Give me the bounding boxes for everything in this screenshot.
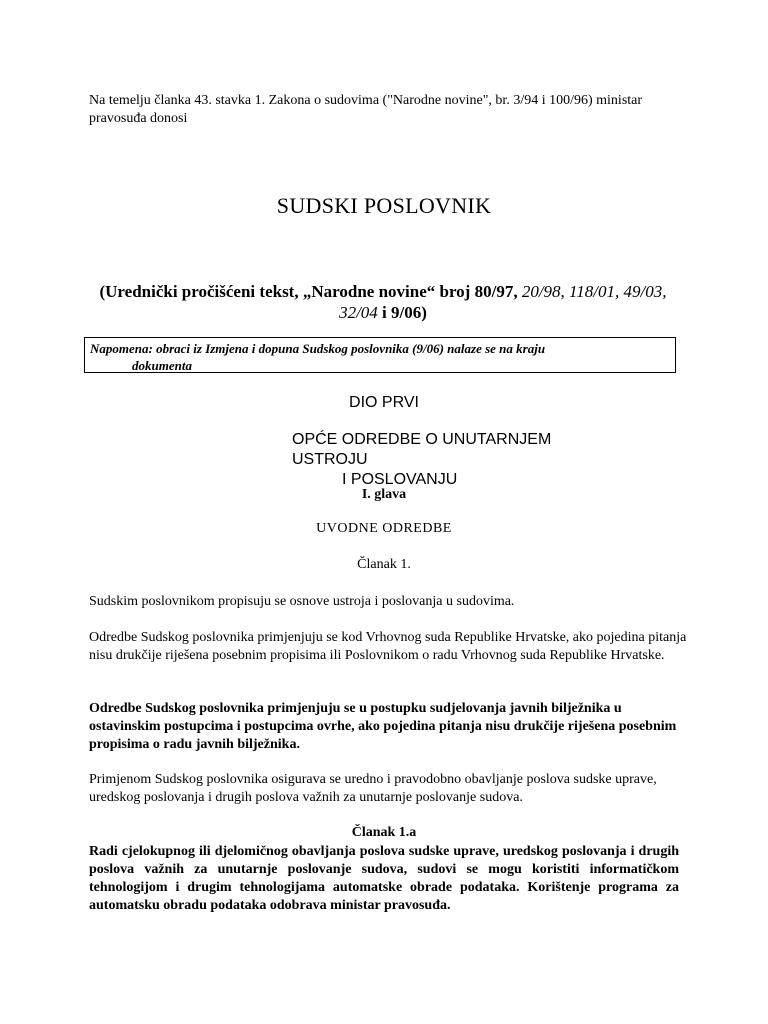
subtitle-prefix: (Urednički pročišćeni tekst, „Narodne novine“ broj 80/97,: [99, 282, 522, 301]
article-1a-heading: Članak 1.a: [351, 825, 417, 840]
note-line-2: dokumenta: [132, 358, 192, 373]
part-title-line-2: I POSLOVANJU: [342, 471, 458, 488]
part-heading: DIO PRVI: [349, 394, 419, 411]
intro-paragraph: Na temelju članka 43. stavka 1. Zakona o sudovima ("Narodne novine", br. 3/94 i 100/96) ministar pravosuđa donosi: [89, 93, 643, 126]
document-subtitle: [90, 281, 676, 323]
part-title-line-1: OPĆE ODREDBE O UNUTARNJEM USTROJU: [292, 431, 552, 468]
article-1-paragraph-3: Odredbe Sudskog poslovnika primjenjuju se u postupku sudjelovanja javnih bilježnika u ostavinskim postupcima i postupcima ovrhe, ako pojedina pitanja nisu drukčije riješena posebnim propisima o radu javnih bilježnika.: [89, 701, 677, 752]
article-1-heading: Članak 1.: [357, 557, 411, 572]
chapter-title: UVODNE ODREDBE: [316, 521, 452, 536]
document-title: SUDSKI POSLOVNIK: [276, 193, 492, 218]
subtitle-last-ref: 9/06: [391, 303, 422, 322]
subtitle-suffix: ): [421, 303, 427, 322]
chapter-heading: I. glava: [361, 487, 407, 502]
article-1a-paragraph-1: Radi cjelokupnog ili djelomičnog obavljanja poslova sudske uprave, uredskog poslovanja i drugih poslova važnih za unutarnje poslovanje sudova, sudovi se mogu koristiti informatičkom tehnologijom i drugim tehnologijama automatske obrade podataka. Korištenje programa za automatsku obradu podataka odobrava ministar pravosuđa.: [89, 844, 679, 913]
part-title: [292, 430, 592, 490]
subtitle-and: i: [377, 303, 392, 322]
subtitle-italic-refs: 20/98, 118/01, 49/03, 32/04: [339, 282, 667, 322]
article-1-paragraph-1: Sudskim poslovnikom propisuju se osnove ustroja i poslovanja u sudovima.: [89, 594, 515, 609]
note-line-1: Napomena: obraci iz Izmjena i dopuna Sudskog poslovnika (9/06) nalaze se na kraju: [90, 341, 546, 356]
article-1-paragraph-4: Primjenom Sudskog poslovnika osigurava se uredno i pravodobno obavljanje poslova sudske uprave, uredskog poslovanja i drugih poslova važnih za unutarnje poslovanje sudova.: [89, 772, 657, 805]
article-1-paragraph-2: Odredbe Sudskog poslovnika primjenjuju se kod Vrhovnog suda Republike Hrvatske, ako pojedina pitanja nisu drukčije riješena posebnim propisima ili Poslovnikom o radu Vrhovnog suda Republike Hrvatske.: [89, 630, 687, 663]
note-box: [84, 337, 676, 373]
